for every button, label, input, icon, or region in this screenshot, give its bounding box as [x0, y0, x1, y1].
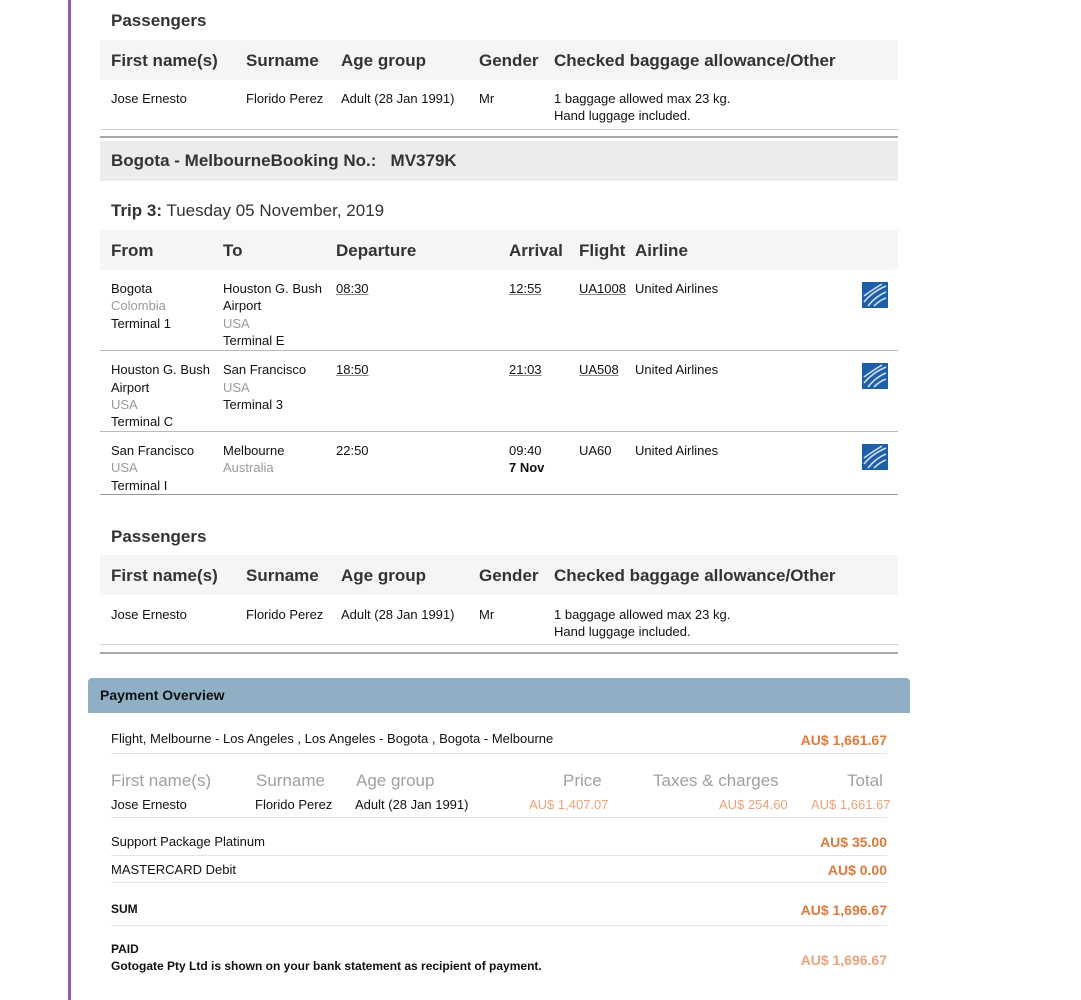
to-city: Melbourne: [223, 443, 285, 458]
passenger-hand-luggage: Hand luggage included.: [554, 624, 691, 639]
pay-price: AU$ 1,407.07: [529, 797, 609, 812]
from-city-line-2: Airport: [111, 380, 150, 395]
passenger-age-group: Adult (28 Jan 1991): [341, 607, 455, 622]
to-terminal: Terminal 3: [223, 397, 283, 412]
divider: [111, 855, 887, 856]
passenger-surname: Florido Perez: [246, 607, 324, 622]
col-header-surname: Surname: [246, 566, 319, 585]
divider: [100, 652, 898, 654]
col-header-age-group: Age group: [341, 566, 426, 585]
to-city: San Francisco: [223, 362, 307, 377]
arrival-time[interactable]: 12:55: [509, 281, 542, 296]
support-package-amount: AU$ 35.00: [820, 834, 887, 850]
pay-col-header-price: Price: [563, 771, 602, 790]
col-header-from: From: [111, 241, 154, 260]
from-terminal: Terminal C: [111, 414, 174, 429]
passenger-gender: Mr: [479, 91, 495, 106]
from-city: Bogota: [111, 281, 153, 296]
pay-total: AU$ 1,661.67: [811, 797, 891, 812]
arrival-time[interactable]: 21:03: [509, 362, 542, 377]
divider: [100, 644, 898, 645]
paid-amount: AU$ 1,696.67: [800, 952, 887, 968]
from-terminal: Terminal I: [111, 478, 168, 493]
booking-heading: [111, 151, 457, 171]
to-terminal: Terminal E: [223, 333, 285, 348]
sum-amount: AU$ 1,696.67: [800, 902, 887, 918]
from-terminal: Terminal 1: [111, 316, 171, 331]
paid-note: Gotogate Pty Ltd is shown on your bank statement as recipient of payment.: [111, 959, 542, 973]
divider: [111, 753, 887, 754]
from-country: USA: [111, 397, 138, 412]
booking-route: Bogota - Melbourne: [111, 151, 271, 170]
col-header-first-name: First name(s): [111, 51, 218, 70]
to-country: Australia: [223, 460, 274, 475]
payment-overview-title: Payment Overview: [100, 687, 225, 703]
flight-number: UA60: [579, 443, 612, 458]
payment-method-label: MASTERCARD Debit: [111, 862, 236, 877]
airline-name: United Airlines: [635, 281, 719, 296]
divider: [100, 431, 898, 432]
payment-flight-total: AU$ 1,661.67: [800, 732, 887, 748]
passenger-baggage-allowance: 1 baggage allowed max 23 kg.: [554, 91, 731, 106]
departure-time[interactable]: 18:50: [336, 362, 369, 377]
passenger-baggage-allowance: 1 baggage allowed max 23 kg.: [554, 607, 731, 622]
col-header-gender: Gender: [479, 566, 539, 585]
pay-col-header-total: Total: [847, 771, 883, 790]
from-country: USA: [111, 460, 138, 475]
passenger-hand-luggage: Hand luggage included.: [554, 108, 691, 123]
pay-col-header-surname: Surname: [256, 771, 325, 790]
flight-number[interactable]: UA1008: [579, 281, 626, 296]
trip-label: Trip 3:: [111, 201, 163, 220]
united-airlines-globe-icon: [862, 444, 888, 470]
trip-title: [111, 201, 384, 221]
passenger-age-group: Adult (28 Jan 1991): [341, 91, 455, 106]
divider: [111, 817, 887, 818]
divider: [100, 136, 898, 138]
col-header-departure: Departure: [336, 241, 417, 260]
divider: [111, 925, 887, 926]
departure-time[interactable]: 08:30: [336, 281, 369, 296]
booking-number-label: Booking No.:: [270, 151, 377, 170]
departure-time: 22:50: [336, 443, 369, 458]
payment-flight-description: Flight, Melbourne - Los Angeles , Los Angeles - Bogota , Bogota - Melbourne: [111, 731, 554, 746]
flight-number[interactable]: UA508: [579, 362, 619, 377]
from-city: Houston G. Bush: [111, 362, 210, 377]
support-package-label: Support Package Platinum: [111, 834, 265, 849]
to-city: Houston G. Bush: [223, 281, 322, 296]
to-country: USA: [223, 380, 250, 395]
col-header-arrival: Arrival: [509, 241, 563, 260]
col-header-baggage: Checked baggage allowance/Other: [554, 51, 836, 70]
pay-col-header-taxes: Taxes & charges: [653, 771, 779, 790]
col-header-baggage: Checked baggage allowance/Other: [554, 566, 836, 585]
divider: [111, 882, 887, 883]
paid-label: PAID: [111, 942, 139, 956]
sum-label: SUM: [111, 902, 138, 916]
passenger-first-name: Jose Ernesto: [111, 607, 187, 622]
pay-col-header-age-group: Age group: [356, 771, 435, 790]
arrival-time: 09:40: [509, 443, 542, 458]
col-header-age-group: Age group: [341, 51, 426, 70]
pay-surname: Florido Perez: [255, 797, 333, 812]
passenger-gender: Mr: [479, 607, 495, 622]
pay-taxes: AU$ 254.60: [719, 797, 788, 812]
divider: [100, 129, 898, 130]
col-header-first-name: First name(s): [111, 566, 218, 585]
airline-name: United Airlines: [635, 443, 719, 458]
to-country: USA: [223, 316, 250, 331]
passenger-surname: Florido Perez: [246, 91, 324, 106]
united-airlines-globe-icon: [862, 282, 888, 308]
col-header-gender: Gender: [479, 51, 539, 70]
payment-method-amount: AU$ 0.00: [827, 862, 887, 878]
pay-col-header-first-name: First name(s): [111, 771, 212, 790]
pay-age-group: Adult (28 Jan 1991): [355, 797, 469, 812]
trip-date: Tuesday 05 November, 2019: [166, 201, 385, 220]
passengers-title: Passengers: [111, 11, 207, 30]
from-city: San Francisco: [111, 443, 195, 458]
passenger-first-name: Jose Ernesto: [111, 91, 187, 106]
airline-name: United Airlines: [635, 362, 719, 377]
flights-header-band: [100, 230, 898, 270]
arrival-date: 7 Nov: [509, 460, 545, 475]
divider: [100, 494, 898, 495]
divider: [100, 350, 898, 351]
booking-number: MV379K: [390, 151, 457, 170]
accent-left-border: [68, 0, 71, 1000]
to-city-line-2: Airport: [223, 298, 262, 313]
passengers-title: Passengers: [111, 527, 207, 546]
from-country: Colombia: [111, 298, 166, 313]
col-header-to: To: [223, 241, 243, 260]
pay-first-name: Jose Ernesto: [111, 797, 187, 812]
col-header-flight: Flight: [579, 241, 626, 260]
col-header-surname: Surname: [246, 51, 319, 70]
col-header-airline: Airline: [635, 241, 688, 260]
united-airlines-globe-icon: [862, 363, 888, 389]
